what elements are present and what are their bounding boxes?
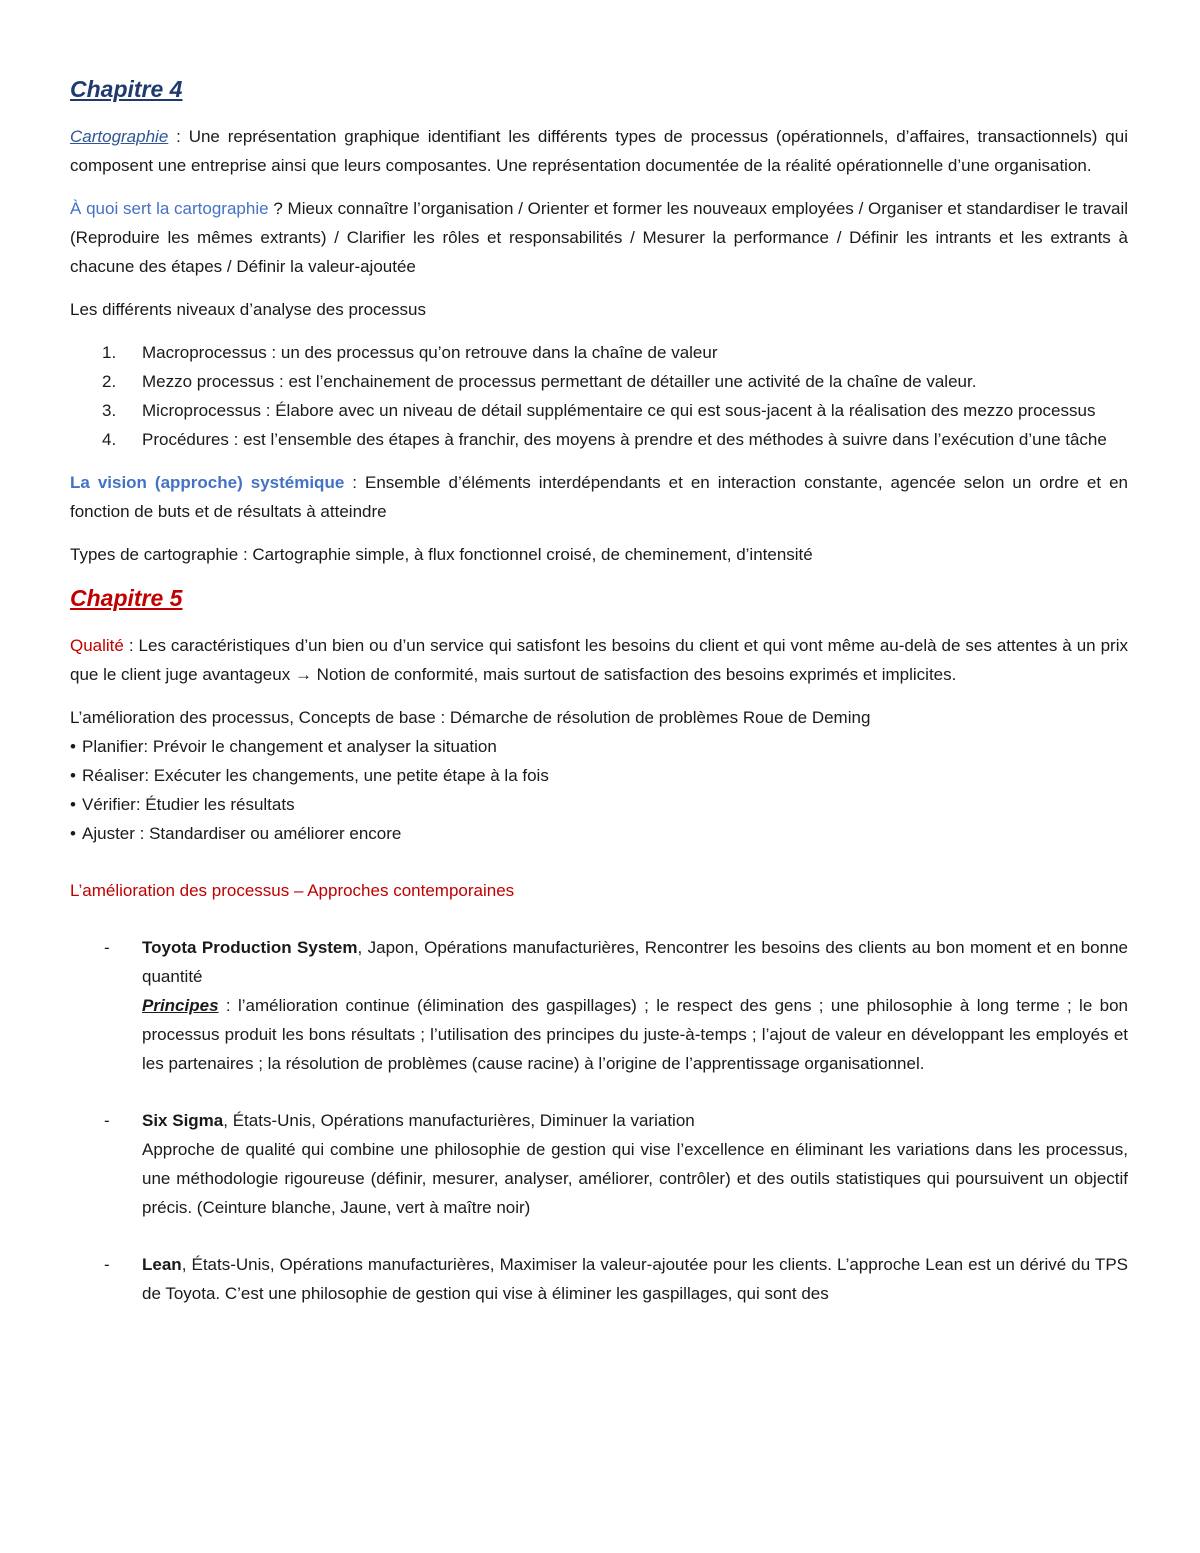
list-item-number: 1. xyxy=(102,343,117,362)
deming-step-text: Planifier: Prévoir le changement et analyser la situation xyxy=(82,737,497,756)
bullet-icon: • xyxy=(70,795,76,814)
document-body xyxy=(70,74,1128,1308)
tps-principles xyxy=(142,991,1128,1078)
tps-text: , Japon, Opérations manufacturières, Rencontrer les besoins des clients au bon moment et en bonne quantité xyxy=(142,938,1128,986)
list-item-number: 2. xyxy=(102,372,117,391)
dash-icon: - xyxy=(104,1255,110,1274)
deming-step xyxy=(70,790,1128,819)
vision-systemique xyxy=(70,468,1128,526)
chapter-4-title: Chapitre 4 xyxy=(70,76,183,102)
list-item-text: Mezzo processus : est l’enchainement de processus permettant de détailler une activité de la chaîne de valeur. xyxy=(142,372,977,391)
bullet-icon: • xyxy=(70,766,76,785)
sixsigma-summary xyxy=(142,1106,1128,1135)
lean-name: Lean xyxy=(142,1255,182,1274)
cartographie-term: Cartographie xyxy=(70,127,169,146)
arrow-icon: → xyxy=(294,665,312,684)
usage-text: ? Mieux connaître l’organisation / Orienter et former les nouveaux employées / Organiser et standardiser le travail (Reproduire les mêmes extrants) / Clarifier les rôles et responsabilités / Mesurer la performance / Définir les intrants et les extrants à chacune des étapes / Définir la valeur-ajoutée xyxy=(70,199,1128,276)
lean-text: , États-Unis, Opérations manufacturières, Maximiser la valeur-ajoutée pour les clients. L’approche Lean est un dérivé du TPS de Toyota. C’est une philosophie de gestion qui vise à éliminer les gaspillages, qui sont des xyxy=(142,1255,1128,1303)
levels-intro: Les différents niveaux d’analyse des processus xyxy=(70,300,426,319)
qualite-term: Qualité xyxy=(70,636,124,655)
qualite-definition xyxy=(70,631,1128,689)
deming-step xyxy=(70,732,1128,761)
cartographie-definition xyxy=(70,122,1128,180)
deming-step-text: Vérifier: Étudier les résultats xyxy=(82,795,295,814)
usage-term: À quoi sert la cartographie xyxy=(70,199,269,218)
deming-step-text: Ajuster : Standardiser ou améliorer encore xyxy=(82,824,402,843)
deming-step xyxy=(70,761,1128,790)
bullet-icon: • xyxy=(70,737,76,756)
dash-icon: - xyxy=(104,1111,110,1130)
list-item-text: Microprocessus : Élabore avec un niveau de détail supplémentaire ce qui est sous-jacent à la réalisation des mezzo processus xyxy=(142,401,1096,420)
levels-list xyxy=(70,338,1128,454)
sixsigma-text: , États-Unis, Opérations manufacturières, Diminuer la variation xyxy=(223,1111,695,1130)
lean-summary xyxy=(142,1250,1128,1308)
approaches-title: L’amélioration des processus – Approches contemporaines xyxy=(70,881,515,900)
sixsigma-name: Six Sigma xyxy=(142,1111,224,1130)
list-item xyxy=(70,425,1128,454)
qualite-text-2: Notion de conformité, mais surtout de satisfaction des besoins exprimés et implicites. xyxy=(311,665,957,684)
deming-step xyxy=(70,819,1128,848)
dash-icon: - xyxy=(104,938,110,957)
qualite-text: : Les caractéristiques d’un bien ou d’un service qui satisfont les besoins du client et qui vont même au-delà de ses attentes à un prix que le client juge avantageux xyxy=(70,636,1128,684)
cartographie-types: Types de cartographie : Cartographie simple, à flux fonctionnel croisé, de cheminement, d’intensité xyxy=(70,545,813,564)
list-item-text: Procédures : est l’ensemble des étapes à franchir, des moyens à prendre et des méthodes à suivre dans l’exécution d’une tâche xyxy=(142,430,1107,449)
principles-label: Principes xyxy=(142,996,219,1015)
approach-tps xyxy=(70,933,1128,1078)
chapter-5-title: Chapitre 5 xyxy=(70,585,183,611)
list-item xyxy=(70,338,1128,367)
list-item-text: Macroprocessus : un des processus qu’on retrouve dans la chaîne de valeur xyxy=(142,343,718,362)
vision-term: La vision (approche) systémique xyxy=(70,473,345,492)
tps-summary xyxy=(142,933,1128,991)
cartographie-usage xyxy=(70,194,1128,281)
deming-step-text: Réaliser: Exécuter les changements, une petite étape à la fois xyxy=(82,766,549,785)
vision-text: : Ensemble d’éléments interdépendants et en interaction constante, agencée selon un ordre et en fonction de buts et de résultats à atteindre xyxy=(70,473,1128,521)
list-item xyxy=(70,367,1128,396)
principles-text: : l’amélioration continue (élimination des gaspillages) ; le respect des gens ; une philosophie à long terme ; le bon processus produit les bons résultats ; l’utilisation des principes du juste-à-temps ; l’ajout de valeur en développant les employés et les partenaires ; la résolution de problèmes (cause racine) à l’origine de l’apprentissage organisationnel. xyxy=(142,996,1128,1073)
bullet-icon: • xyxy=(70,824,76,843)
sixsigma-description: Approche de qualité qui combine une philosophie de gestion qui vise l’excellence en éliminant les variations dans les processus, une méthodologie rigoureuse (définir, mesurer, analyser, améliorer, contrôler) et des outils statistiques qui poursuivent un objectif précis. (Ceinture blanche, Jaune, vert à maître noir) xyxy=(142,1140,1128,1217)
list-item xyxy=(70,396,1128,425)
cartographie-text: : Une représentation graphique identifiant les différents types de processus (opérationnels, d’affaires, transactionnels) qui composent une entreprise ainsi que leurs composantes. Une représentation documentée de la réalité opérationnelle d’une organisation. xyxy=(70,127,1128,175)
list-item-number: 3. xyxy=(102,401,117,420)
deming-intro: L’amélioration des processus, Concepts de base : Démarche de résolution de problèmes Roue de Deming xyxy=(70,708,871,727)
approach-lean xyxy=(70,1250,1128,1308)
list-item-number: 4. xyxy=(102,430,117,449)
tps-name: Toyota Production System xyxy=(142,938,358,957)
approach-six-sigma xyxy=(70,1106,1128,1222)
